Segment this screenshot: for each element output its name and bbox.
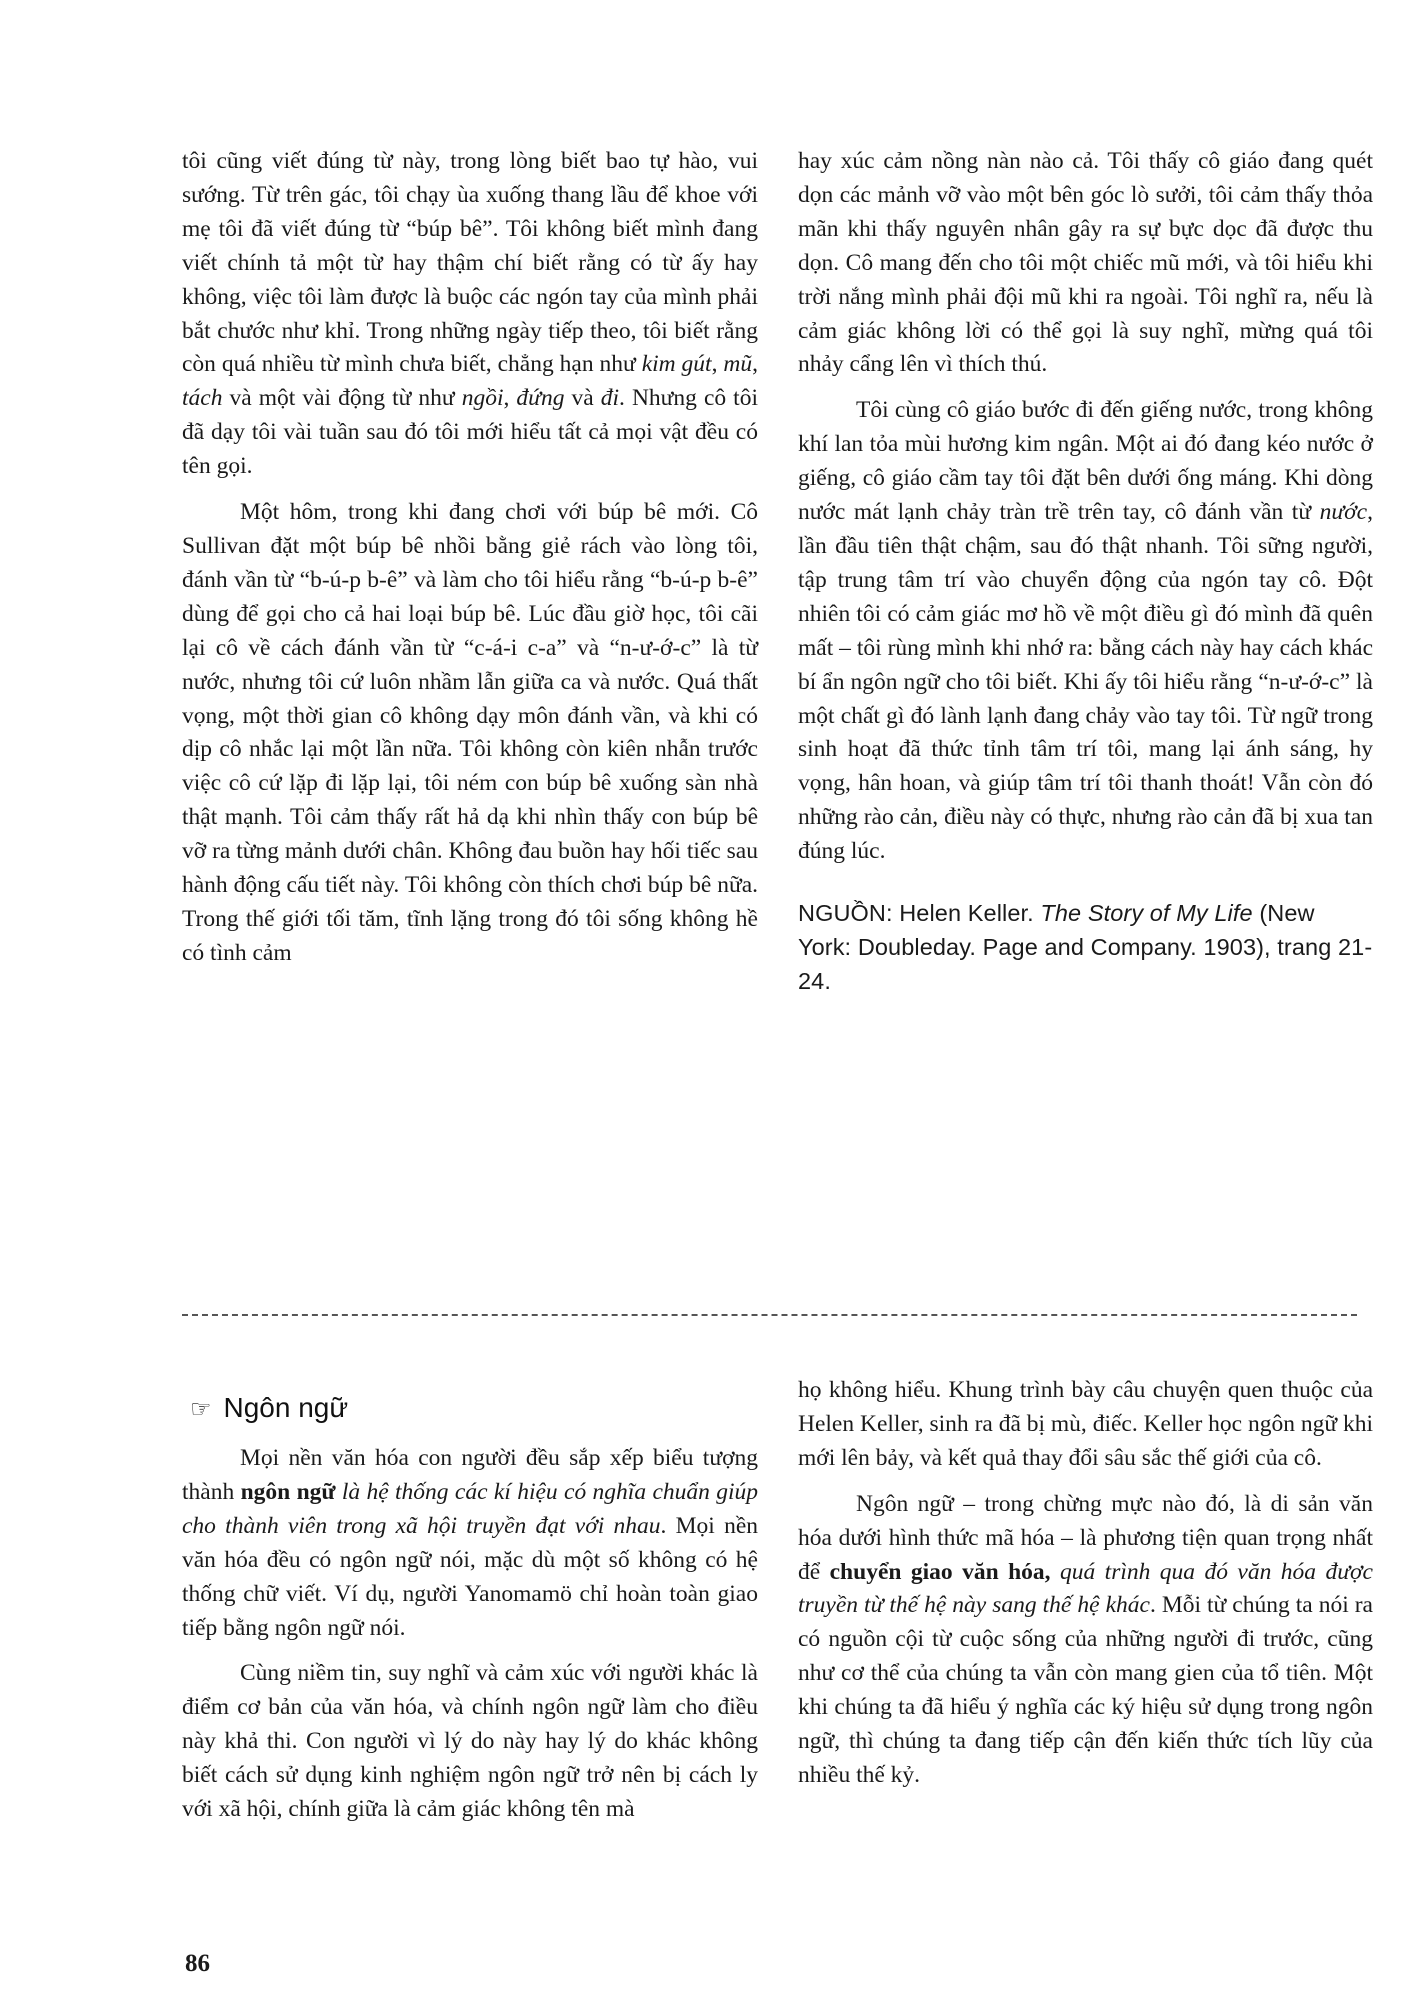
bottom-right-column — [798, 1374, 1373, 1793]
paragraph: Một hôm, trong khi đang chơi với búp bê mới. Cô Sullivan đặt một búp bê nhồi bằng giẻ rách vào lòng tôi, đánh vần từ “b-ú-p b-ê” và làm cho tôi hiểu rằng “b-ú-p b-ê” dùng để gọi cho cả hai loại búp bê. Lúc đầu giờ học, tôi cãi lại cô về cách đánh vần từ “c-á-i c-a” và “n-ư-ớ-c” là từ nước, nhưng tôi cứ luôn nhầm lẫn giữa ca và nước. Quá thất vọng, một thời gian cô không dạy môn đánh vần, và khi có dịp cô nhắc lại một lần nữa. Tôi không còn kiên nhẫn trước việc cô cứ lặp đi lặp lại, tôi ném con búp bê xuống sàn nhà thật mạnh. Tôi cảm thấy rất hả dạ khi nhìn thấy con búp bê vỡ ra từng mảnh dưới chân. Không đau buồn hay hối tiếc sau hành động cấu tiết này. Tôi không còn thích chơi búp bê nữa. Trong thế giới tối tăm, tĩnh lặng trong đó tôi sống không hề có tình cảm — [182, 499, 758, 966]
top-left-column — [182, 145, 758, 971]
section-heading — [190, 1390, 348, 1428]
section-divider — [182, 1314, 1357, 1316]
top-right-column — [798, 145, 1373, 999]
paragraph: họ không hiểu. Khung trình bày câu chuyện quen thuộc của Helen Keller, sinh ra đã bị mù, điếc. Keller học ngôn ngữ khi mới lên bảy, và kết quả thay đổi sâu sắc thế giới của cô. — [798, 1377, 1373, 1471]
paragraph: hay xúc cảm nồng nàn nào cả. Tôi thấy cô giáo đang quét dọn các mảnh vỡ vào một bên góc lò sưởi, tôi cảm thấy thỏa mãn khi thấy nguyên nhân gây ra sự bực dọc đã được thu dọn. Cô mang đến cho tôi một chiếc mũ mới, và tôi hiểu khi trời nắng mình phải đội mũ khi ra ngoài. Tôi nghĩ ra, nếu là cảm giác không lời có thể gọi là suy nghĩ, mừng quá tôi nhảy cẩng lên vì thích thú. — [798, 148, 1373, 378]
page-number: 86 — [185, 1950, 210, 1977]
paragraph: Mọi nền văn hóa con người đều sắp xếp biểu tượng thành ngôn ngữ là hệ thống các kí hiệu có nghĩa chuẩn giúp cho thành viên trong xã hội truyền đạt với nhau. Mọi nền văn hóa đều có ngôn ngữ nói, mặc dù một số không có hệ thống chữ viết. Ví dụ, người Yanomamö chỉ hoàn toàn giao tiếp bằng ngôn ngữ nói. — [182, 1445, 759, 1641]
bottom-left-column — [182, 1442, 758, 1827]
section-title: Ngôn ngữ — [223, 1392, 349, 1423]
paragraph: Tôi cùng cô giáo bước đi đến giếng nước, trong không khí lan tỏa mùi hương kim ngân. Một ai đó đang kéo nước ở giếng, cô giáo cầm tay tôi đặt bên dưới ống máng. Khi dòng nước mát lạnh chảy tràn trề trên tay, cô đánh vần từ nước, lần đầu tiên thật chậm, sau đó thật nhanh. Tôi sững người, tập trung tâm trí vào chuyển động của ngón tay cô. Đột nhiên tôi có cảm giác mơ hồ về một điều gì đó mình đã quên mất – tôi rùng mình khi nhớ ra: bằng cách này hay cách khác bí ẩn ngôn ngữ cho tôi biết. Khi ấy tôi hiểu rằng “n-ư-ớ-c” là một chất gì đó lành lạnh đang chảy vào tay tôi. Từ ngữ trong sinh hoạt đã thức tỉnh tâm trí tôi, mang lại ánh sáng, hy vọng, hân hoan, và giúp tâm trí tôi thanh thoát! Vẫn còn đó những rào cản, điều này có thực, nhưng rào cản đã bị xua tan đúng lúc. — [798, 397, 1373, 865]
source-citation: NGUỒN: Helen Keller. The Story of My Life (New York: Doubleday. Page and Company. 1903), trang 21-24. — [798, 900, 1373, 994]
paragraph: tôi cũng viết đúng từ này, trong lòng biết bao tự hào, vui sướng. Từ trên gác, tôi chạy ùa xuống thang lầu để khoe với mẹ tôi đã viết đúng từ “búp bê”. Tôi không biết mình đang viết chính tả một từ hay thậm chí biết rằng có từ ấy hay không, việc tôi làm được là buộc các ngón tay của mình phải bắt chước như khỉ. Trong những ngày tiếp theo, tôi biết rằng còn quá nhiều từ mình chưa biết, chẳng hạn như kim gút, mũ, tách và một vài động từ như ngồi, đứng và đi. Nhưng cô tôi đã dạy tôi vài tuần sau đó tôi mới hiểu tất cả mọi vật đều có tên gọi. — [182, 148, 758, 480]
paragraph: Ngôn ngữ – trong chừng mực nào đó, là di sản văn hóa dưới hình thức mã hóa – là phương tiện quan trọng nhất để chuyển giao văn hóa, quá trình qua đó văn hóa được truyền từ thế hệ này sang thế hệ khác. Mỗi từ chúng ta nói ra có nguồn cội từ cuộc sống của những người đi trước, cũng như cơ thể của chúng ta vẫn còn mang gien của tổ tiên. Một khi chúng ta đã hiểu ý nghĩa các ký hiệu sử dụng trong ngôn ngữ, thì chúng ta đang tiếp cận đến kiến thức tích lũy của nhiều thế kỷ. — [798, 1490, 1373, 1788]
hand-pointer-icon: ☞ — [190, 1396, 212, 1423]
paragraph: Cùng niềm tin, suy nghĩ và cảm xúc với người khác là điểm cơ bản của văn hóa, và chính ngôn ngữ làm cho điều này khả thi. Con người vì lý do này hay lý do khác không biết cách sử dụng kinh nghiệm ngôn ngữ trở nên bị cách ly với xã hội, chính giữa là cảm giác không tên mà — [182, 1660, 758, 1823]
